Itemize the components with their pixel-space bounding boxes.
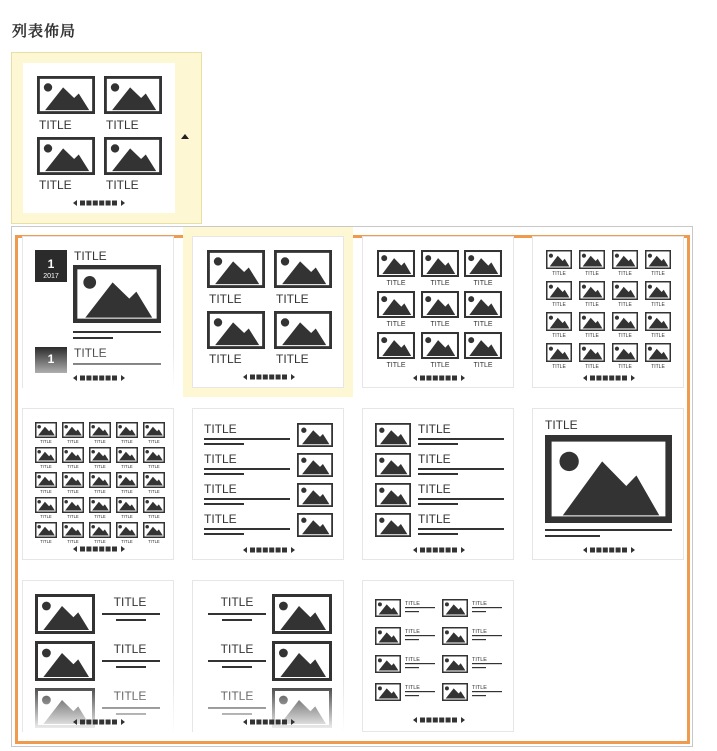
layout-option-title-left-image-right[interactable]: [192, 580, 344, 732]
image-placeholder-icon: [144, 498, 165, 513]
image-placeholder-icon: [37, 643, 94, 680]
image-placeholder-icon: [613, 251, 638, 269]
thumb-title-text: TITLE: [220, 642, 254, 656]
fade-overlay: [23, 347, 175, 389]
thumb-title-text: TITLE: [106, 118, 139, 132]
image-placeholder-icon: [548, 438, 668, 519]
thumb-title-text: TITLE: [472, 601, 487, 607]
image-placeholder-icon: [208, 312, 263, 347]
text-line: [472, 635, 502, 636]
text-line: [204, 443, 244, 445]
image-placeholder-icon: [63, 523, 84, 538]
thumb-title-text: TITLE: [618, 364, 632, 370]
thumb-title-text: TITLE: [472, 629, 487, 635]
image-placeholder-icon: [465, 251, 501, 276]
thumb-title-text: TITLE: [585, 364, 599, 370]
image-placeholder-icon: [376, 424, 410, 446]
image-placeholder-icon: [613, 344, 638, 362]
image-placeholder-icon: [36, 498, 57, 513]
image-placeholder-icon: [580, 344, 605, 362]
image-placeholder-icon: [37, 596, 94, 633]
thumb-title-text: TITLE: [121, 539, 133, 544]
image-placeholder-icon: [90, 523, 111, 538]
thumb-title-text: TITLE: [651, 364, 665, 370]
thumb-title-text: TITLE: [552, 271, 566, 277]
image-placeholder-icon: [275, 251, 330, 286]
thumb-title-text: TITLE: [204, 452, 237, 466]
image-placeholder-icon: [298, 484, 332, 506]
image-placeholder-icon: [38, 77, 93, 112]
thumb-title-text: TITLE: [276, 292, 309, 306]
thumb-title-text: TITLE: [39, 118, 72, 132]
thumb-title-text: TITLE: [94, 464, 106, 469]
thumb-title-text: TITLE: [585, 271, 599, 277]
text-line: [405, 695, 419, 696]
image-placeholder-icon: [465, 292, 501, 317]
thumb-title-text: TITLE: [40, 489, 52, 494]
layout-option-two-col-grid[interactable]: [192, 236, 344, 388]
thumb-title-text: TITLE: [94, 439, 106, 444]
image-placeholder-icon: [376, 600, 401, 617]
image-placeholder-icon: [547, 282, 572, 300]
image-placeholder-icon: [36, 523, 57, 538]
pagination-icon: [413, 375, 465, 381]
image-placeholder-icon: [117, 473, 138, 488]
text-line: [405, 691, 435, 692]
text-line: [418, 533, 458, 535]
thumb-title-text: TITLE: [209, 352, 242, 366]
image-placeholder-icon: [378, 292, 414, 317]
svg-text:2017: 2017: [43, 273, 59, 280]
image-placeholder-icon: [275, 312, 330, 347]
thumb-title-text: TITLE: [430, 280, 450, 287]
thumb-title-text: TITLE: [386, 321, 406, 328]
thumb-title-text: TITLE: [204, 482, 237, 496]
text-line: [204, 503, 244, 505]
image-placeholder-icon: [646, 313, 671, 331]
image-placeholder-icon: [90, 473, 111, 488]
pagination-icon: [73, 200, 125, 206]
image-placeholder-icon: [36, 448, 57, 463]
image-placeholder-icon: [378, 251, 414, 276]
thumb-title-text: TITLE: [473, 280, 493, 287]
thumb-title-text: TITLE: [473, 321, 493, 328]
layout-select[interactable]: [11, 52, 202, 224]
image-placeholder-icon: [547, 251, 572, 269]
image-placeholder-icon: [117, 448, 138, 463]
thumb-title-text: TITLE: [148, 439, 160, 444]
image-placeholder-icon: [443, 656, 468, 673]
text-line: [472, 691, 502, 692]
text-line: [418, 443, 458, 445]
thumb-title-text: TITLE: [113, 642, 147, 656]
image-placeholder-icon: [117, 523, 138, 538]
thumb-title-text: TITLE: [204, 422, 237, 436]
thumb-title-text: TITLE: [552, 333, 566, 339]
text-line: [116, 619, 146, 621]
image-placeholder-icon: [580, 313, 605, 331]
text-line: [472, 607, 502, 608]
thumb-title-text: TITLE: [121, 439, 133, 444]
image-placeholder-icon: [117, 498, 138, 513]
image-placeholder-icon: [144, 423, 165, 438]
image-placeholder-icon: [376, 656, 401, 673]
text-line: [204, 533, 244, 535]
thumb-title-text: TITLE: [39, 178, 72, 192]
layout-option-four-col-grid[interactable]: [532, 236, 684, 388]
image-placeholder-icon: [376, 484, 410, 506]
image-placeholder-icon: [580, 251, 605, 269]
text-line: [472, 667, 486, 668]
thumb-title-text: TITLE: [651, 271, 665, 277]
image-placeholder-icon: [63, 448, 84, 463]
image-placeholder-icon: [443, 628, 468, 645]
thumb-title-text: TITLE: [121, 514, 133, 519]
layout-option-three-col-grid[interactable]: [362, 236, 514, 388]
fade-overlay: [23, 681, 175, 733]
thumb-title-text: TITLE: [585, 302, 599, 308]
thumb-title-text: TITLE: [148, 514, 160, 519]
image-placeholder-icon: [75, 267, 159, 321]
image-placeholder-icon: [422, 251, 458, 276]
thumb-title-text: TITLE: [618, 302, 632, 308]
layout-option-image-left-title-lines[interactable]: [22, 580, 174, 732]
image-placeholder-icon: [36, 423, 57, 438]
image-placeholder-icon: [90, 423, 111, 438]
image-placeholder-icon: [613, 282, 638, 300]
pagination-icon: [243, 374, 295, 380]
text-line: [418, 528, 504, 530]
text-line: [204, 473, 244, 475]
thumb-title-text: TITLE: [209, 292, 242, 306]
thumb-title-text: TITLE: [386, 362, 406, 369]
thumb-title-text: TITLE: [430, 321, 450, 328]
image-placeholder-icon: [646, 344, 671, 362]
image-placeholder-icon: [378, 333, 414, 358]
thumb-title-text: TITLE: [418, 422, 451, 436]
image-placeholder-icon: [63, 473, 84, 488]
thumb-title-text: TITLE: [67, 539, 79, 544]
text-line: [208, 613, 266, 615]
thumb-title-text: TITLE: [386, 280, 406, 287]
pagination-icon: [583, 375, 635, 381]
image-placeholder-icon: [105, 138, 160, 173]
thumb-title-text: TITLE: [148, 464, 160, 469]
thumb-title-text: TITLE: [94, 514, 106, 519]
pagination-icon: [413, 717, 465, 723]
text-line: [418, 438, 504, 440]
image-placeholder-icon: [105, 77, 160, 112]
thumb-title-text: TITLE: [545, 418, 578, 432]
image-placeholder-icon: [298, 514, 332, 536]
layout-option-date-card[interactable]: [22, 236, 174, 388]
thumb-title-text: TITLE: [113, 595, 147, 609]
text-line: [204, 528, 290, 530]
thumb-title-text: TITLE: [405, 685, 420, 691]
text-line: [208, 660, 266, 662]
thumb-title-text: TITLE: [405, 601, 420, 607]
text-line: [405, 635, 435, 636]
thumb-title-text: TITLE: [40, 439, 52, 444]
text-line: [418, 503, 458, 505]
thumb-title-text: TITLE: [220, 595, 254, 609]
text-line: [418, 468, 504, 470]
image-placeholder-icon: [580, 282, 605, 300]
image-placeholder-icon: [443, 684, 468, 701]
image-placeholder-icon: [547, 344, 572, 362]
pagination-icon: [413, 547, 465, 553]
text-line: [418, 498, 504, 500]
thumb-title-text: TITLE: [585, 333, 599, 339]
date-badge: [35, 250, 67, 282]
selected-layout-preview: [23, 63, 175, 213]
thumb-title-text: TITLE: [405, 657, 420, 663]
thumb-title-text: TITLE: [40, 539, 52, 544]
image-placeholder-icon: [376, 684, 401, 701]
caret-up-icon[interactable]: [181, 134, 189, 139]
layout-option-image-left-text-right[interactable]: [362, 408, 514, 560]
thumb-title-text: TITLE: [94, 489, 106, 494]
image-placeholder-icon: [63, 423, 84, 438]
thumb-title-text: TITLE: [618, 333, 632, 339]
text-line: [418, 473, 458, 475]
pagination-icon: [73, 546, 125, 552]
text-line: [472, 663, 502, 664]
layout-option-five-col-grid[interactable]: [22, 408, 174, 560]
thumb-title-text: TITLE: [418, 482, 451, 496]
thumb-title-text: TITLE: [651, 302, 665, 308]
image-placeholder-icon: [208, 251, 263, 286]
text-line: [222, 666, 252, 668]
text-line: [405, 611, 419, 612]
image-placeholder-icon: [376, 454, 410, 476]
image-placeholder-icon: [38, 138, 93, 173]
thumb-title-text: TITLE: [418, 452, 451, 466]
thumb-title-text: TITLE: [67, 489, 79, 494]
text-line: [545, 535, 600, 537]
thumb-title-text: TITLE: [148, 489, 160, 494]
thumb-title-text: TITLE: [276, 352, 309, 366]
thumb-title-text: TITLE: [121, 489, 133, 494]
image-placeholder-icon: [376, 514, 410, 536]
image-placeholder-icon: [117, 423, 138, 438]
image-placeholder-icon: [274, 596, 331, 633]
image-placeholder-icon: [144, 473, 165, 488]
layout-option-single-large-image[interactable]: [532, 408, 684, 560]
thumb-title-text: TITLE: [552, 364, 566, 370]
image-placeholder-icon: [465, 333, 501, 358]
image-placeholder-icon: [547, 313, 572, 331]
image-placeholder-icon: [298, 424, 332, 446]
image-placeholder-icon: [274, 643, 331, 680]
layout-option-text-left-image-right[interactable]: [192, 408, 344, 560]
text-line: [472, 639, 486, 640]
thumb-title-text: TITLE: [472, 685, 487, 691]
text-line: [405, 667, 419, 668]
thumb-title-text: TITLE: [651, 333, 665, 339]
text-line: [102, 660, 160, 662]
image-placeholder-icon: [90, 448, 111, 463]
thumb-title-text: TITLE: [67, 514, 79, 519]
pagination-icon: [243, 547, 295, 553]
image-placeholder-icon: [144, 448, 165, 463]
thumb-title-text: TITLE: [67, 439, 79, 444]
thumb-title-text: TITLE: [106, 178, 139, 192]
text-line: [405, 607, 435, 608]
text-line: [73, 331, 161, 333]
thumb-title-text: TITLE: [67, 464, 79, 469]
text-line: [472, 611, 486, 612]
text-line: [222, 619, 252, 621]
text-line: [116, 666, 146, 668]
text-line: [545, 529, 672, 531]
image-placeholder-icon: [298, 454, 332, 476]
pagination-icon: [583, 547, 635, 553]
image-placeholder-icon: [90, 498, 111, 513]
image-placeholder-icon: [646, 282, 671, 300]
text-line: [204, 498, 290, 500]
layout-option-compact-two-col-list[interactable]: [362, 580, 514, 732]
image-placeholder-icon: [613, 313, 638, 331]
image-placeholder-icon: [144, 523, 165, 538]
thumb-title-text: TITLE: [40, 514, 52, 519]
thumb-title-text: TITLE: [405, 629, 420, 635]
thumb-title-text: TITLE: [430, 362, 450, 369]
thumb-title-text: TITLE: [40, 464, 52, 469]
text-line: [204, 438, 290, 440]
image-placeholder-icon: [376, 628, 401, 645]
text-line: [472, 695, 486, 696]
fade-overlay: [193, 681, 345, 733]
text-line: [405, 639, 419, 640]
text-line: [204, 468, 290, 470]
thumb-title-text: TITLE: [148, 539, 160, 544]
thumb-title-text: TITLE: [618, 271, 632, 277]
text-line: [102, 613, 160, 615]
thumb-title-text: TITLE: [74, 249, 107, 263]
thumb-title-text: TITLE: [472, 657, 487, 663]
text-line: [73, 337, 113, 339]
thumb-title-text: TITLE: [121, 464, 133, 469]
svg-text:1: 1: [47, 257, 55, 271]
thumb-title-text: TITLE: [204, 512, 237, 526]
thumb-title-text: TITLE: [473, 362, 493, 369]
image-placeholder-icon: [36, 473, 57, 488]
image-placeholder-icon: [422, 333, 458, 358]
thumb-title-text: TITLE: [552, 302, 566, 308]
image-placeholder-icon: [422, 292, 458, 317]
image-placeholder-icon: [63, 498, 84, 513]
image-placeholder-icon: [646, 251, 671, 269]
thumb-title-text: TITLE: [418, 512, 451, 526]
image-placeholder-icon: [443, 600, 468, 617]
thumb-title-text: TITLE: [94, 539, 106, 544]
section-title: 列表佈局: [12, 22, 77, 40]
text-line: [405, 663, 435, 664]
